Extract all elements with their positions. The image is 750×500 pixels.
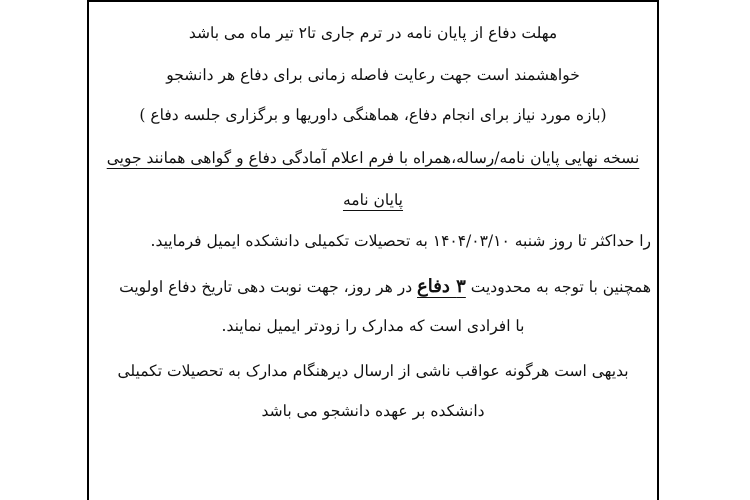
request-line: خواهشمند است جهت رعایت فاصله زمانی برای دفاع هر دانشجو (166, 66, 580, 84)
daily-limit-text-end: در هر روز، جهت نوبت دهی تاریخ دفاع اولویت (119, 278, 418, 296)
time-range-note: (بازه مورد نیاز برای انجام دفاع، هماهنگی داوریها و برگزاری جلسه دفاع ) (139, 106, 607, 124)
daily-limit-line (119, 276, 651, 298)
deadline-line: مهلت دفاع از پایان نامه در ترم جاری تا۲ تیر ماه می باشد (188, 24, 558, 42)
daily-limit-emphasis: ۳ دفاع (417, 276, 466, 297)
submission-date-line: را حداکثر تا روز شنبه ۱۴۰۴/۰۳/۱۰ به تحصیلات تکمیلی دانشکده ایمیل فرمایید. (150, 232, 651, 250)
thesis-line: پایان نامه (342, 191, 404, 209)
priority-line: با افرادی است که مدارک را زودتر ایمیل نمایند. (221, 317, 525, 335)
frame-top-border (87, 0, 658, 2)
final-version-line: نسخه نهایی پایان نامه/رساله،همراه با فرم اعلام آمادگی دفاع و گواهی همانند جویی (106, 149, 640, 167)
responsibility-line-2: دانشکده بر عهده دانشجو می باشد (261, 402, 485, 420)
frame-left-border (87, 0, 89, 500)
daily-limit-text-start: همچنین با توجه به محدودیت (465, 278, 651, 296)
responsibility-line-1: بدیهی است هرگونه عواقب ناشی از ارسال دیرهنگام مدارک به تحصیلات تکمیلی (117, 362, 629, 380)
frame-right-border (657, 0, 659, 500)
